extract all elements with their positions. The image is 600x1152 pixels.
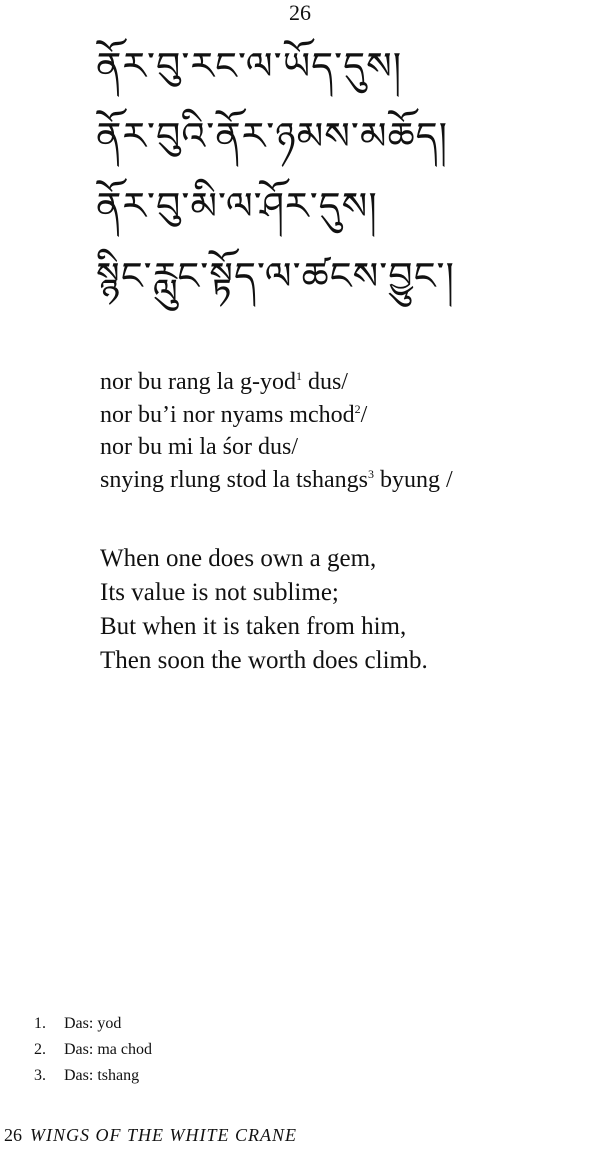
tibetan-line-1: ནོར་བུ་རང་ལ་ཡོད་དུས། bbox=[96, 44, 403, 88]
tibetan-line-4: སྙིང་རླུང་སྟོད་ལ་ཚངས་བྱུང་། bbox=[96, 254, 455, 298]
transliteration-verse bbox=[100, 366, 595, 496]
footnote-3: 3. Das: tshang bbox=[34, 1067, 140, 1084]
translation-line-1: When one does own a gem, bbox=[100, 545, 377, 572]
footnotes bbox=[34, 1011, 434, 1089]
book-title: WINGS OF THE WHITE CRANE bbox=[30, 1125, 297, 1145]
page-number: 26 bbox=[289, 0, 311, 25]
translation-line-3: But when it is taken from him, bbox=[100, 613, 407, 640]
tibetan-line-2: ནོར་བུའི་ནོར་ཉམས་མཆོད། bbox=[96, 114, 449, 158]
footer-page-number: 26 bbox=[4, 1125, 22, 1145]
footnote-2: 2. Das: ma chod bbox=[34, 1041, 152, 1058]
transliteration-line-1: nor bu rang la g-yod$^1$ dus/ bbox=[100, 369, 348, 395]
footnote-ref-3: 3 bbox=[368, 466, 374, 481]
transliteration-line-4: snying rlung stod la tshangs$^3$ byung / bbox=[100, 466, 453, 493]
tibetan-line-3: ནོར་བུ་མི་ལ་ཤོར་དུས། bbox=[96, 184, 378, 228]
english-translation bbox=[100, 542, 595, 678]
transliteration-line-2: nor bu’i nor nyams mchod$^2$/ bbox=[100, 401, 368, 428]
tibetan-verse bbox=[96, 38, 596, 326]
footnote-1: 1. Das: yod bbox=[34, 1015, 122, 1032]
footnote-ref-1: 1 bbox=[295, 369, 302, 383]
translation-line-4: Then soon the worth does climb. bbox=[100, 647, 428, 674]
translation-line-2: Its value is not sublime; bbox=[100, 579, 339, 606]
footnote-ref-2: 2 bbox=[354, 401, 361, 416]
running-footer bbox=[4, 1123, 297, 1147]
transliteration-line-3: nor bu mi la śor dus/ bbox=[100, 434, 298, 460]
